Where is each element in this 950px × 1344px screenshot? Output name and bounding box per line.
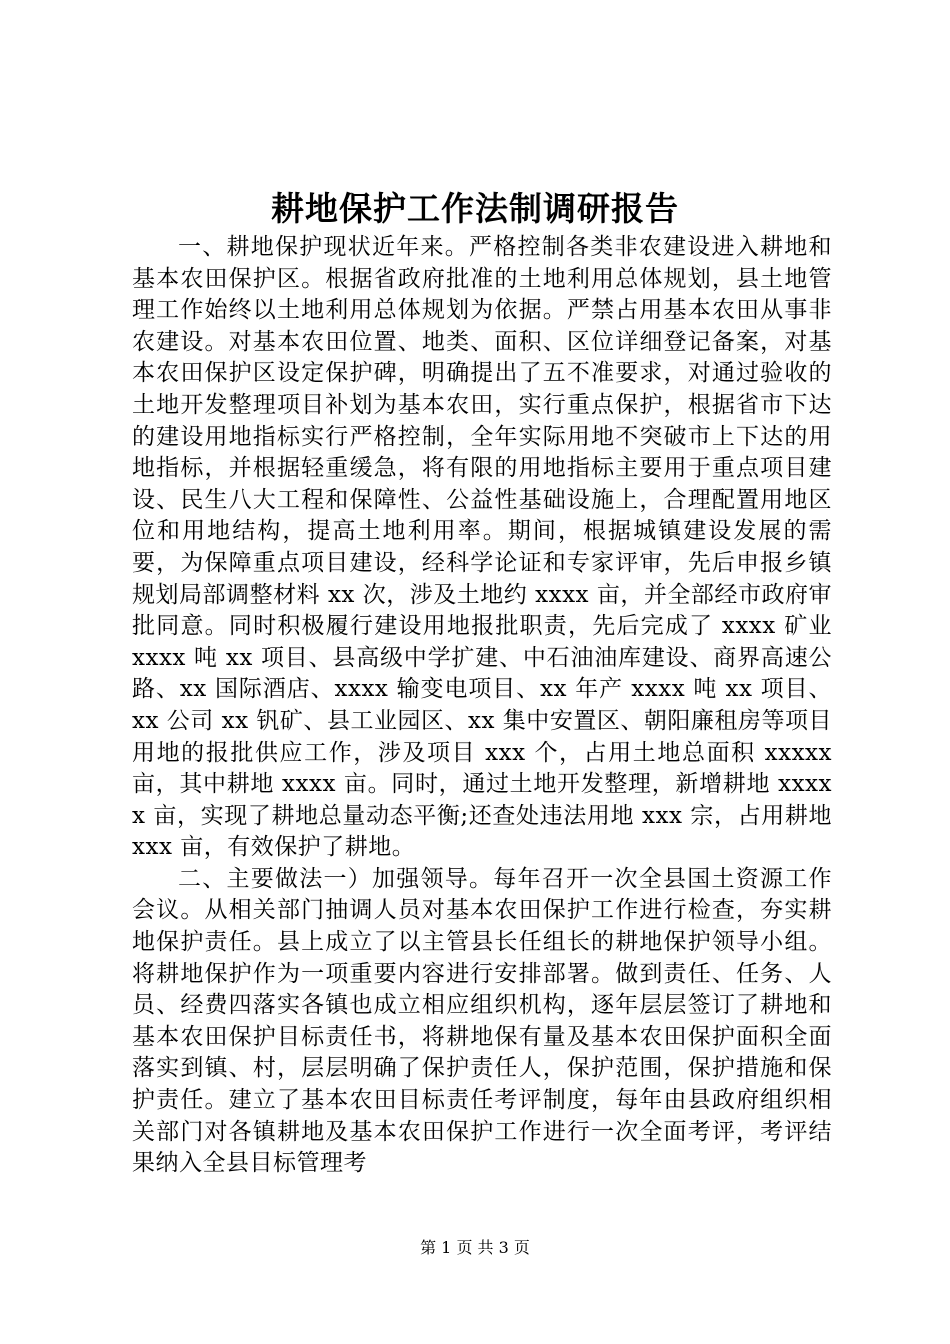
paragraph-status: 一、耕地保护现状近年来。严格控制各类非农建设进入耕地和基本农田保护区。根据省政府批准的土地利用总体规划，县土地管理工作始终以土地利用总体规划为依据。严禁占用基本农田从事非农建设。对基本农田位置、地类、面积、区位详细登记备案，对基本农田保护区设定保护碑，明确提出了五不准要求，对通过验收的土地开发整理项目补划为基本农田，实行重点保护，根据省市下达的建设用地指标实行严格控制，全年实际用地不突破市上下达的用地指标，并根据轻重缓急，将有限的用地指标主要用于重点项目建设、民生八大工程和保障性、公益性基础设施上，合理配置用地区位和用地结构，提高土地利用率。期间，根据城镇建设发展的需要，为保障重点项目建设，经科学论证和专家评审，先后申报乡镇规划局部调整材料 xx 次，涉及土地约 xxxx 亩，并全部经市政府审批同意。同时积极履行建设用地报批职责，先后完成了 xxxx 矿业 xxxx 吨 xx 项目、县高级中学扩建、中石油油库建设、商界高速公路、xx 国际酒店、xxxx 输变电项目、xx 年产 xxxx 吨 xx 项目、xx 公司 xx 钒矿、县工业园区、xx 集中安置区、朝阳廉租房等项目用地的报批供应工作，涉及项目 xxx 个，占用土地总面积 xxxxx 亩，其中耕地 xxxx 亩。同时，通过土地开发整理，新增耕地 xxxxx 亩，实现了耕地总量动态平衡;还查处违法用地 xxx 宗，占用耕地 xxx 亩，有效保护了耕地。 bbox=[132, 234, 832, 861]
paragraph-measures: 二、主要做法一）加强领导。每年召开一次全县国土资源工作会议。从相关部门抽调人员对基本农田保护工作进行检查，夯实耕地保护责任。县上成立了以主管县长任组长的耕地保护领导小组。将耕地保护作为一项重要内容进行安排部署。做到责任、任务、人员、经费四落实各镇也成立相应组织机构，逐年层层签订了耕地和基本农田保护目标责任书，将耕地保有量及基本农田保护面积全面落实到镇、村，层层明确了保护责任人，保护范围，保护措施和保护责任。建立了基本农田目标责任考评制度，每年由县政府组织相关部门对各镇耕地及基本农田保护工作进行一次全面考评，考评结果纳入全县目标管理考 bbox=[132, 865, 832, 1177]
document-title: 耕地保护工作法制调研报告 bbox=[271, 189, 679, 228]
document-body bbox=[132, 232, 832, 1180]
page-number-footer: 第 1 页 共 3 页 bbox=[420, 1238, 530, 1257]
